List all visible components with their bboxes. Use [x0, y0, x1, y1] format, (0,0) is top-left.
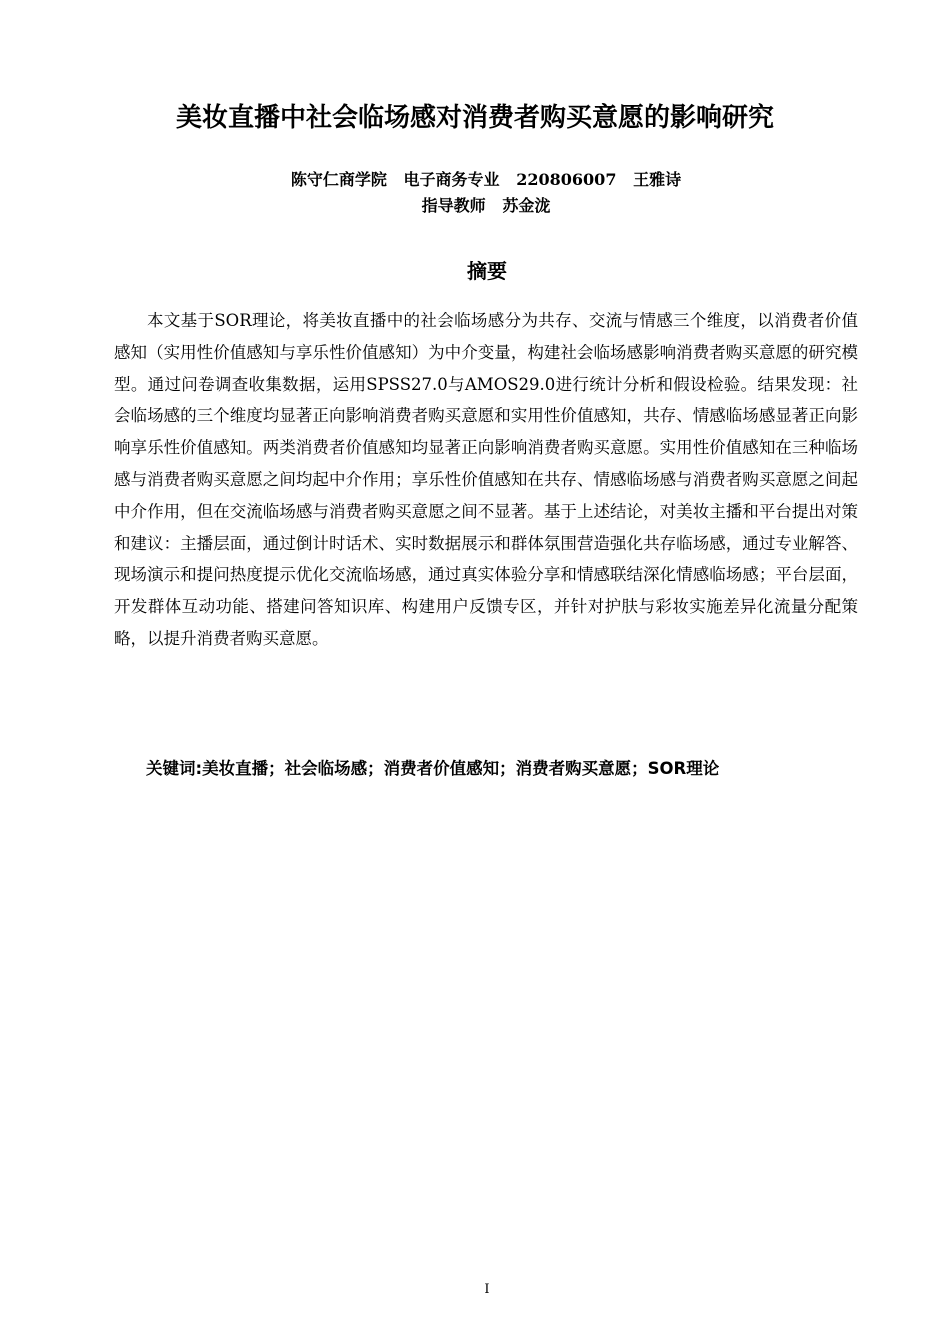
advisor-info: 指导教师 苏金泷: [421, 196, 551, 215]
abstract-heading: 摘要: [467, 259, 507, 283]
keywords-line: 关键词:美妆直播；社会临场感；消费者价值感知；消费者购买意愿；SOR理论: [146, 759, 720, 778]
page-number: I: [484, 1282, 490, 1297]
paper-title: 美妆直播中社会临场感对消费者购买意愿的影响研究: [175, 103, 774, 133]
abstract-body: 本文基于SOR理论，将美妆直播中的社会临场感分为共存、交流与情感三个维度，以消费者价值感知（实用性价值感知与享乐性价值感知）为中介变量，构建社会临场感影响消费者购买意愿的研究模型。通过问卷调查收集数据，运用SPSS27.0与AMOS29.0进行统计分析和假设检验。结果发现：社会临场感的三个维度均显著正向影响消费者购买意愿和实用性价值感知，共存、情感临场感显著正向影响享乐性价值感知。两类消费者价值感知均显著正向影响消费者购买意愿。实用性价值感知在三种临场感与消费者购买意愿之间均起中介作用；享乐性价值感知在共存、情感临场感与消费者购买意愿之间起中介作用，但在交流临场感与消费者购买意愿之间不显著。基于上述结论，对美妆主播和平台提出对策和建议：主播层面，通过倒计时话术、实时数据展示和群体氛围营造强化共存临场感，通过专业解答、现场演示和提问热度提示优化交流临场感，通过真实体验分享和情感联结深化情感临场感；平台层面，开发群体互动功能、搭建问答知识库、构建用户反馈专区，并针对护肤与彩妆实施差异化流量分配策略，以提升消费者购买意愿。: [114, 311, 858, 648]
author-info: 陈守仁商学院 电子商务专业 220806007 王雅诗: [290, 170, 682, 189]
